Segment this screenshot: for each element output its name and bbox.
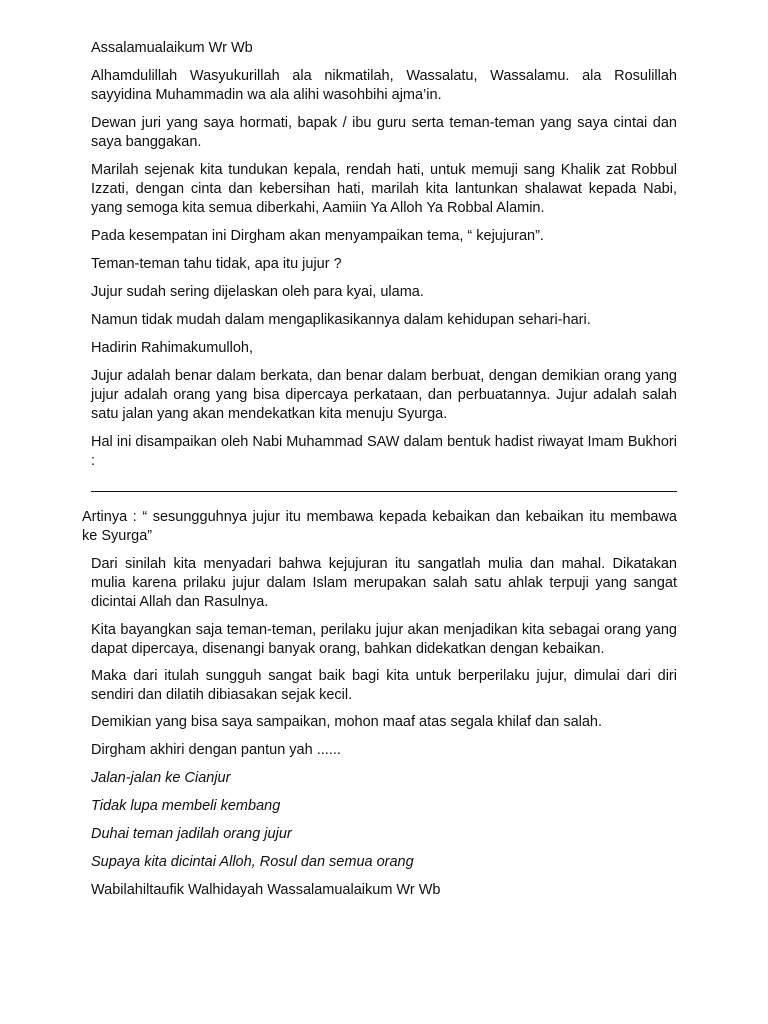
hadirin-paragraph: Hadirin Rahimakumulloh,	[91, 340, 253, 356]
question-paragraph: Teman-teman tahu tidak, apa itu jujur ?	[91, 256, 342, 272]
greeting-paragraph: Assalamualaikum Wr Wb	[91, 40, 253, 56]
closing-paragraph: Wabilahiltaufik Walhidayah Wassalamualaikum Wr Wb	[91, 882, 441, 898]
definition-paragraph: Jujur adalah benar dalam berkata, dan benar dalam berbuat, dengan demikian orang yang jujur adalah orang yang bisa dipercaya perkataan, dan perbuatannya. Jujur adalah salah satu jalan yang akan mendekatkan kita menuju Syurga.	[91, 368, 677, 422]
theme-paragraph: Pada kesempatan ini Dirgham akan menyampaikan tema, “ kejujuran”.	[91, 228, 544, 244]
hadith-blank-line	[91, 491, 677, 492]
practice-paragraph: Maka dari itulah sungguh sangat baik bagi kita untuk berperilaku jujur, dimulai dari diri sendiri dan dilatih dibiasakan sejak kecil.	[91, 668, 677, 703]
hadith-intro-paragraph: Hal ini disampaikan oleh Nabi Muhammad SAW dalam bentuk hadist riwayat Imam Bukhori :	[91, 434, 677, 469]
apology-paragraph: Demikian yang bisa saya sampaikan, mohon maaf atas segala khilaf dan salah.	[91, 714, 603, 730]
meaning-paragraph: Artinya : “ sesungguhnya jujur itu membawa kepada kebaikan dan kebaikan itu membawa ke Syurga”	[82, 509, 677, 544]
pantun-line-1: Jalan-jalan ke Cianjur	[91, 770, 231, 786]
pantun-line-3: Duhai teman jadilah orang jujur	[91, 826, 292, 842]
honesty-value-paragraph: Dari sinilah kita menyadari bahwa kejujuran itu sangatlah mulia dan mahal. Dikatakan mulia karena prilaku jujur dalam Islam merupakan salah satu ahlak terpuji yang sangat dicintai Allah dan Rasulnya.	[91, 556, 677, 610]
explained-paragraph: Jujur sudah sering dijelaskan oleh para kyai, ulama.	[91, 284, 424, 300]
opening-praise-paragraph: Alhamdulillah Wasyukurillah ala nikmatilah, Wassalatu, Wassalamu. ala Rosulillah sayyidina Muhammadin wa ala alihi wasohbihi ajma’in.	[91, 68, 677, 103]
application-paragraph: Namun tidak mudah dalam mengaplikasikannya dalam kehidupan sehari-hari.	[91, 312, 591, 328]
audience-address-paragraph: Dewan juri yang saya hormati, bapak / ibu guru serta teman-teman yang saya cintai dan saya banggakan.	[91, 115, 677, 150]
trust-paragraph: Kita bayangkan saja teman-teman, perilaku jujur akan menjadikan kita sebagai orang yang dapat dipercaya, disenangi banyak orang, bahkan didekatkan dengan kebaikan.	[91, 622, 677, 657]
pantun-line-4: Supaya kita dicintai Alloh, Rosul dan semua orang	[91, 854, 414, 870]
pantun-intro-paragraph: Dirgham akhiri dengan pantun yah ......	[91, 742, 341, 758]
pantun-line-2: Tidak lupa membeli kembang	[91, 798, 281, 814]
shalawat-paragraph: Marilah sejenak kita tundukan kepala, rendah hati, untuk memuji sang Khalik zat Robbul Izzati, dengan cinta dan kebersihan hati, marilah kita lantunkan shalawat kepada Nabi, yang semoga kita semua diberkahi, Aamiin Ya Alloh Ya Robbal Alamin.	[91, 162, 677, 216]
